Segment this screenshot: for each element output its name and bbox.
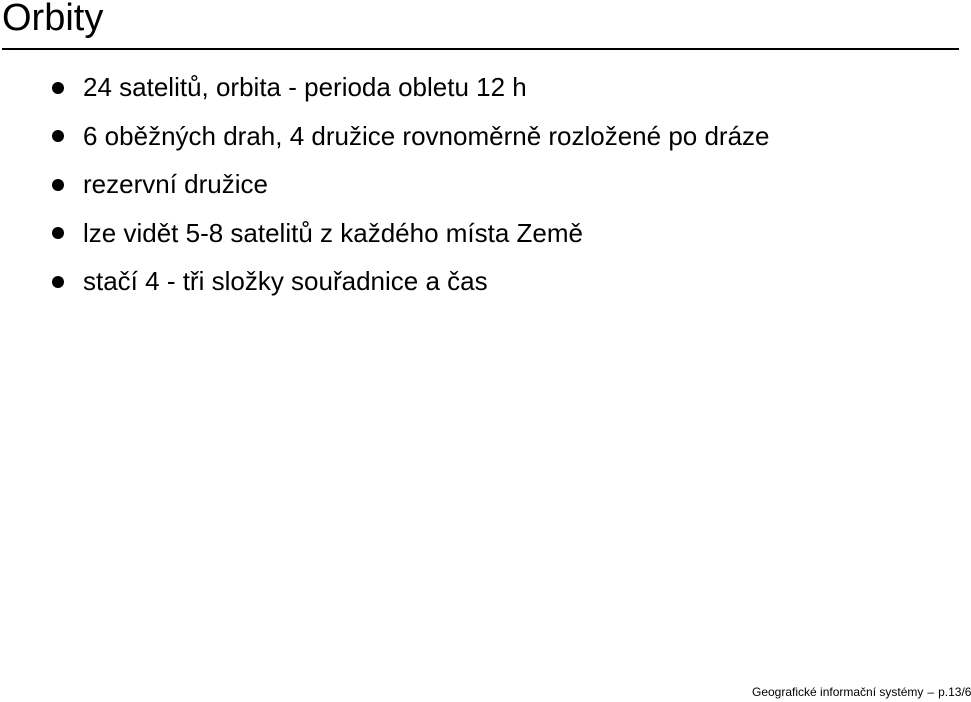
bullet-text: stačí 4 - tři složky souřadnice a čas (83, 266, 488, 296)
footer-page-number: p.13/6 (938, 685, 971, 699)
title-underline (2, 48, 959, 50)
footer-separator: – (927, 685, 935, 699)
bullet-text: lze vidět 5-8 satelitů z každého místa Země (83, 217, 584, 248)
slide-footer (752, 684, 971, 700)
slide-title: Orbity (2, 0, 104, 39)
bullet-dot-icon (52, 82, 64, 94)
bullet-dot-icon (52, 227, 64, 239)
bullet-dot-icon (52, 179, 64, 191)
bullet-dot-icon (52, 130, 64, 142)
footer-course-name: Geografické informační systémy (752, 685, 924, 699)
bullet-text: 24 satelitů, orbita - perioda obletu 12 h (83, 72, 527, 102)
bullet-text: 6 oběžných drah, 4 družice rovnoměrně rozložené po dráze (83, 120, 770, 151)
bullet-text: rezervní družice (83, 169, 268, 199)
bullet-dot-icon (52, 276, 64, 288)
